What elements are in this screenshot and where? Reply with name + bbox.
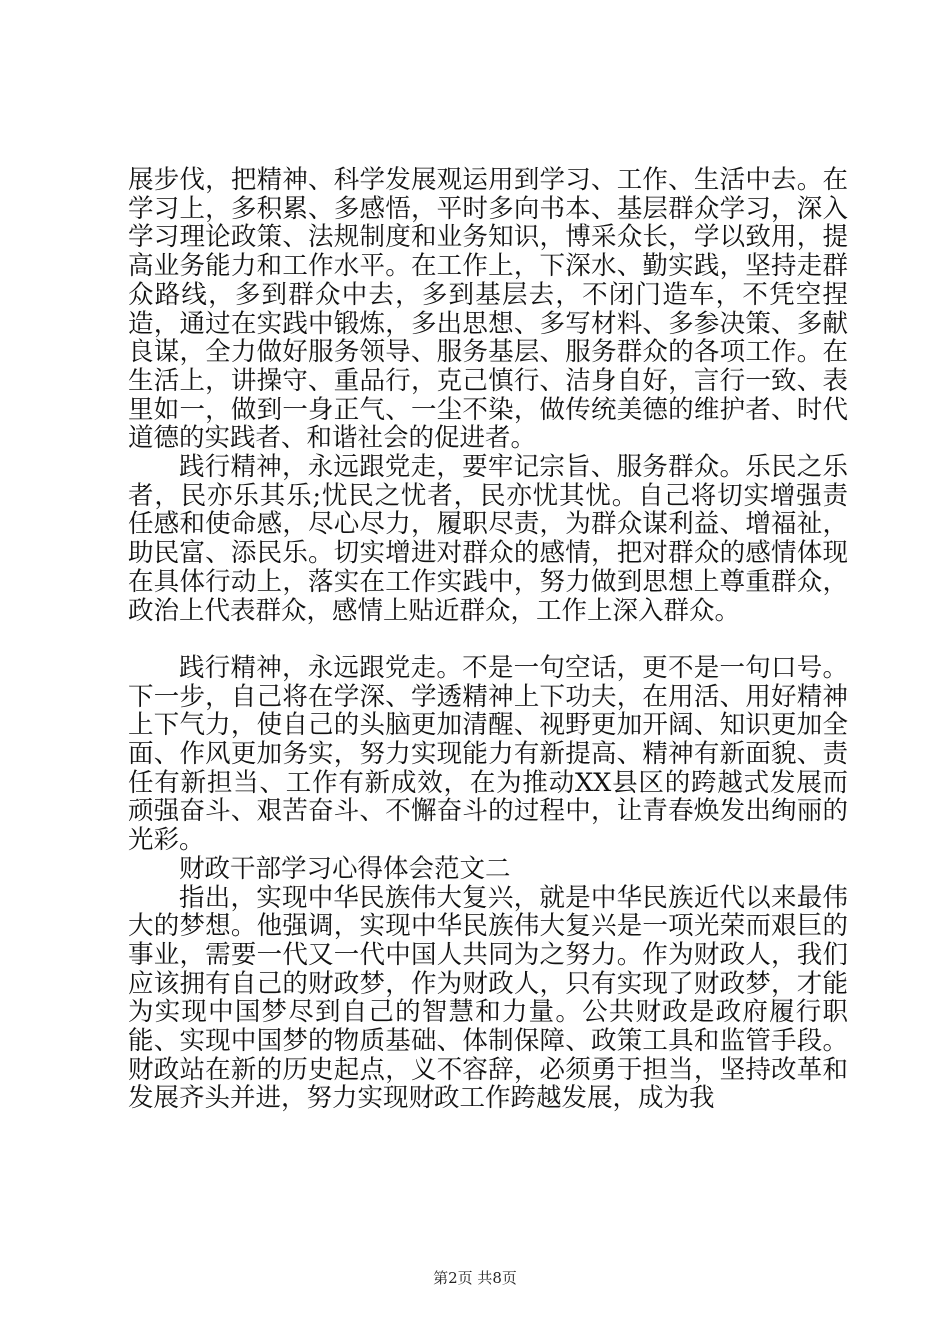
paragraph-continuation: 展步伐，把精神、科学发展观运用到学习、工作、生活中去。在学习上，多积累、多感悟，平时多向书本、基层群众学习，深入学习理论政策、法规制度和业务知识，博采众长，学以致用，提高业务能力和工作水平。在工作上，下深水、勤实践，坚持走群众路线，多到群众中去，多到基层去，不闭门造车，不凭空捏造，通过在实践中锻炼，多出思想、多写材料、多参决策、多献良谋，全力做好服务领导、服务基层、服务群众的各项工作。在生活上，讲操守、重品行，克己慎行、洁身自好，言行一致、表里如一，做到一身正气、一尘不染，做传统美德的维护者、时代道德的实践者、和谐社会的促进者。 [128, 165, 848, 454]
paragraph-follow-party: 践行精神，永远跟党走。不是一句空话，更不是一句口号。下一步，自己将在学深、学透精神上下功夫，在用活、用好精神上下气力，使自己的头脑更加清醒、视野更加开阔、知识更加全面、作风更加务实，努力实现能力有新提高、精神有新面貌、责任有新担当、工作有新成效，在为推动XX县区的跨越式发展而顽强奋斗、艰苦奋斗、不懈奋斗的过程中，让青春焕发出绚丽的光彩。 [128, 652, 848, 856]
page-number-footer: 第2页 共8页 [433, 1269, 517, 1287]
paragraph-finance-dream: 指出，实现中华民族伟大复兴，就是中华民族近代以来最伟大的梦想。他强调，实现中华民族伟大复兴是一项光荣而艰巨的事业，需要一代又一代中国人共同为之努力。作为财政人，我们应该拥有自己的财政梦，作为财政人，只有实现了财政梦，才能为实现中国梦尽到自己的智慧和力量。公共财政是政府履行职能、实现中国梦的物质基础、体制保障、政策工具和监管手段。财政站在新的历史起点，义不容辞，必须勇于担当，坚持改革和发展齐头并进，努力实现财政工作跨越发展，成为我 [128, 882, 848, 1114]
blank-line [128, 625, 848, 654]
document-body [128, 166, 848, 1113]
section-heading: 财政干部学习心得体会范文二 [179, 853, 511, 884]
paragraph-serve-masses: 践行精神，永远跟党走，要牢记宗旨、服务群众。乐民之乐者，民亦乐其乐;忧民之忧者，民亦忧其忧。自己将切实增强责任感和使命感，尽心尽力，履职尽责，为群众谋利益、增福祉，助民富、添民乐。切实增进对群众的感情，把对群众的感情体现在具体行动上，落实在工作实践中，努力做到思想上尊重群众，政治上代表群众，感情上贴近群众，工作上深入群众。 [128, 452, 848, 626]
